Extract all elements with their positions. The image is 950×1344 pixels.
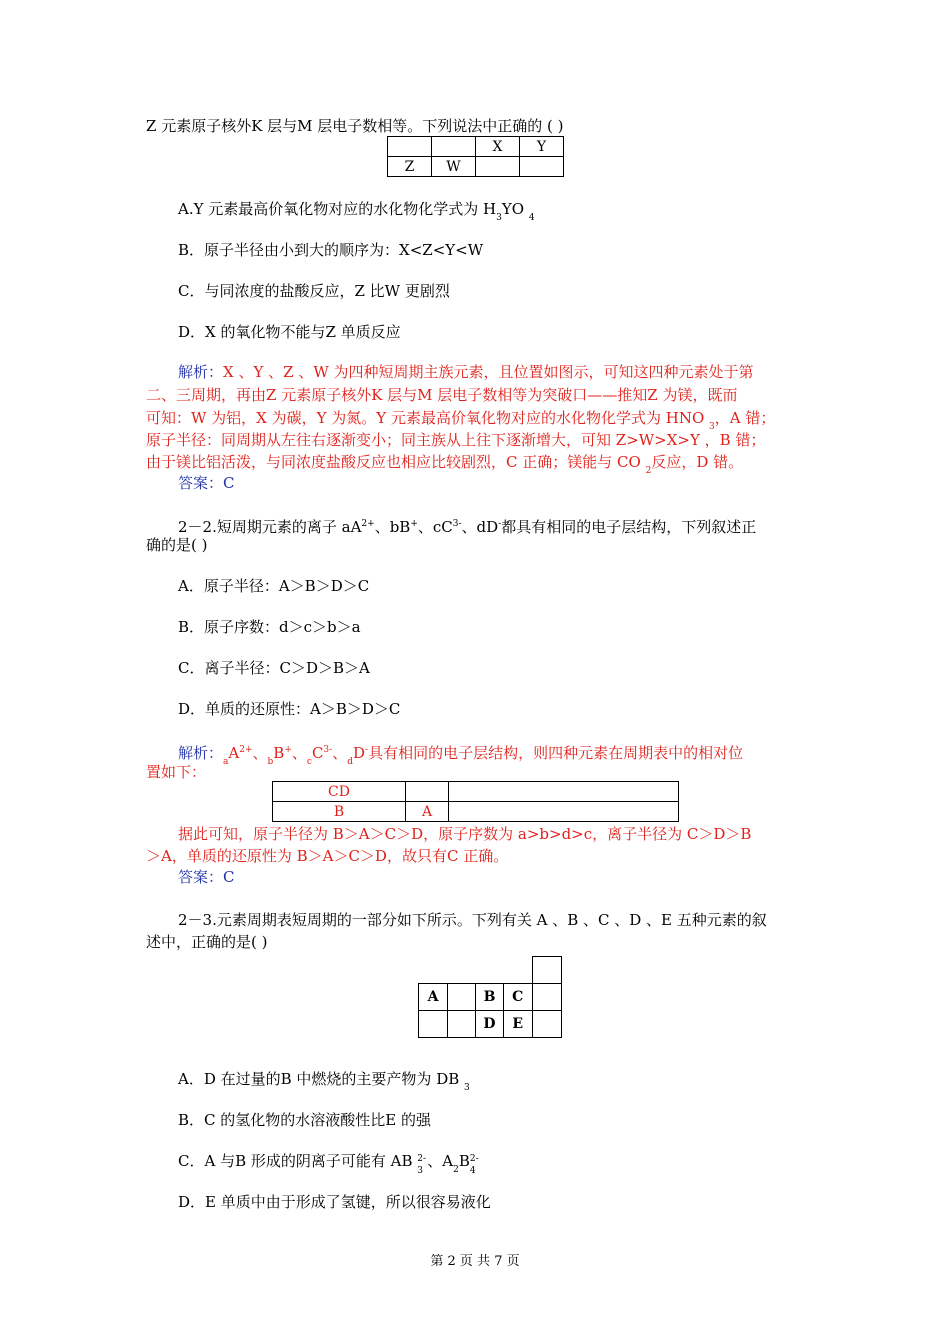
q1-table-cell-w: W [432, 157, 476, 177]
q2-table-cell: A [406, 802, 449, 822]
subscript: 3 [417, 1166, 424, 1176]
stem-text: 都具有相同的电子层结构，下列叙述正 [501, 518, 757, 536]
analysis-text: 具有相同的电子层结构，则四种元素在周期表中的相对位 [368, 744, 744, 762]
analysis-text: 由于镁比铝活泼，与同浓度盐酸反应也相应比较剧烈，C 正确；镁能与 CO [146, 453, 641, 471]
q2-option-d: D．单质的还原性：A＞B＞D＞C [178, 700, 401, 718]
q3-table-cell [448, 984, 476, 1011]
q3-table-cell-e: E [504, 1011, 533, 1038]
subscript: 3 [464, 1083, 470, 1093]
analysis-label: 解析： [178, 363, 224, 381]
q3-option-c [178, 1151, 482, 1180]
q2-stem-line-1 [178, 514, 756, 537]
q2-position-table [272, 781, 679, 822]
q1-table-cell-z: Z [388, 157, 432, 177]
ion-symbol: A [228, 744, 240, 762]
q3-table-cell [448, 957, 476, 984]
ion-symbol: B [273, 744, 285, 762]
q3-table-cell [476, 957, 504, 984]
subscript: c [306, 757, 312, 767]
subscript: b [267, 757, 274, 767]
q3-table-cell [504, 957, 533, 984]
q2-option-b: B．原子序数：d＞c＞b＞a [178, 618, 361, 636]
q3-table-cell [532, 1011, 561, 1038]
q2-table-cell: CD [273, 782, 406, 802]
q2-option-a: A．原子半径：A＞B＞D＞C [178, 577, 370, 595]
q3-option-d: D．E 单质中由于形成了氢键，所以很容易液化 [178, 1193, 491, 1211]
q2-table-cell [406, 782, 449, 802]
option-text: B [458, 1152, 470, 1170]
superscript: 3- [323, 745, 333, 755]
q2-answer: 答案：C [178, 868, 235, 886]
subscript: 2 [453, 1165, 459, 1175]
q2-table-cell [449, 802, 679, 822]
q3-table-cell [532, 957, 561, 984]
superscript: 2+ [361, 519, 375, 529]
analysis-text: 反应，D 错。 [651, 453, 744, 471]
analysis-text: 可知：W 为铝，X 为碳，Y 为氮。Y 元素最高价氧化物对应的水化物化学式为 HNO [146, 409, 705, 427]
q3-stem-line-1: 2－3.元素周期表短周期的一部分如下所示。下列有关 A 、B 、C 、D 、E 五种元素的叙 [178, 911, 767, 929]
q2-table-cell [449, 782, 679, 802]
q1-table-cell-y: Y [520, 137, 564, 157]
q1-option-a-text: YO [501, 200, 525, 218]
q1-option-c: C．与同浓度的盐酸反应，Z 比W 更剧烈 [178, 282, 450, 300]
option-text: C．A 与B 形成的阴离子可能有 AB [178, 1152, 413, 1170]
q1-analysis-line-2: 二、三周期，再由Z 元素原子核外K 层与M 层电子数相等为突破口——推知Z 为镁，既而 [146, 386, 738, 404]
subscript: 2 [645, 466, 652, 476]
q2-analysis-line-4: ＞A，单质的还原性为 B＞A＞C＞D，故只有C 正确。 [146, 847, 509, 865]
q3-option-b: B．C 的氢化物的水溶液酸性比E 的强 [178, 1111, 431, 1129]
charge-stack [417, 1151, 427, 1176]
separator: 、 [291, 744, 307, 762]
stem-text: 、dD [461, 518, 499, 536]
option-text: A．D 在过量的B 中燃烧的主要产物为 DB [178, 1070, 460, 1088]
stem-text: 、cC [417, 518, 453, 536]
q1-table-cell [476, 157, 520, 177]
separator: 、 [332, 744, 348, 762]
subscript: 3 [709, 422, 715, 432]
subscript: 4 [528, 213, 535, 223]
q3-periodic-table [418, 956, 562, 1038]
charge-stack [469, 1151, 482, 1176]
separator: 、 [252, 744, 268, 762]
q3-table-cell [448, 1011, 476, 1038]
q1-option-b: B．原子半径由小到大的顺序为：X<Z<Y<W [178, 241, 484, 259]
q1-analysis-line-1 [178, 362, 754, 382]
option-text: 、A [427, 1152, 454, 1170]
page-footer: 第 2 页 共 7 页 [430, 1254, 520, 1269]
q3-table-cell [419, 1011, 448, 1038]
superscript: 3- [452, 519, 462, 529]
subscript: 3 [496, 213, 502, 223]
q1-option-d: D．X 的氧化物不能与Z 单质反应 [178, 323, 401, 341]
q2-analysis-line-3: 据此可知，原子半径为 B＞A＞C＞D，原子序数为 a>b>d>c，离子半径为 C＞D＞B [178, 825, 752, 843]
q1-analysis-line-5 [146, 452, 743, 481]
subscript: a [223, 757, 229, 767]
analysis-label: 解析： [178, 744, 224, 762]
q1-table-cell [432, 137, 476, 157]
stem-text: 、bB [374, 518, 411, 536]
superscript: - [365, 745, 369, 755]
analysis-text: ，A 错； [714, 409, 776, 427]
q3-table-cell-a: A [419, 984, 448, 1011]
q1-position-table [387, 136, 564, 177]
q3-option-a [178, 1069, 470, 1098]
ion-symbol: C [311, 744, 324, 762]
q2-analysis-line-1 [178, 740, 743, 772]
q2-option-c: C．离子半径：C＞D＞B＞A [178, 659, 370, 677]
q3-table-cell [532, 984, 561, 1011]
q3-table-cell-b: B [476, 984, 504, 1011]
q1-table-cell [520, 157, 564, 177]
q3-table-cell [419, 957, 448, 984]
q1-stem: Z 元素原子核外K 层与M 层电子数相等。下列说法中正确的 ( ) [146, 117, 564, 135]
analysis-text: X 、Y 、Z 、W 为四种短周期主族元素，且位置如图示，可知这四种元素处于第 [223, 363, 754, 381]
superscript: + [284, 745, 292, 755]
q3-table-cell-c: C [504, 984, 533, 1011]
subscript: d [347, 757, 353, 767]
q1-option-a [178, 199, 535, 228]
superscript: + [410, 519, 418, 529]
q1-table-cell [388, 137, 432, 157]
q3-stem-line-2: 述中，正确的是( ) [146, 933, 268, 951]
q1-analysis-line-4: 原子半径：同周期从左往右逐渐变小；同主族从上往下逐渐增大，可知 Z>W>X>Y ，B 错； [146, 431, 766, 449]
q1-table-cell-x: X [476, 137, 520, 157]
stem-text: 2－2.短周期元素的离子 aA [178, 518, 362, 536]
q1-answer: 答案：C [178, 474, 235, 492]
q2-stem-line-2: 确的是( ) [146, 536, 208, 554]
superscript: 2+ [239, 745, 253, 755]
q1-option-a-text: A.Y 元素最高价氧化物对应的水化物化学式为 H [178, 200, 497, 218]
superscript: - [498, 519, 502, 529]
q2-table-cell: B [273, 802, 406, 822]
q2-analysis-line-2: 置如下： [146, 763, 207, 781]
superscript: 2- [417, 1154, 427, 1164]
subscript: 4 [469, 1166, 476, 1176]
ion-symbol: D [352, 744, 366, 762]
superscript: 2- [469, 1154, 479, 1164]
q3-table-cell-d: D [476, 1011, 504, 1038]
